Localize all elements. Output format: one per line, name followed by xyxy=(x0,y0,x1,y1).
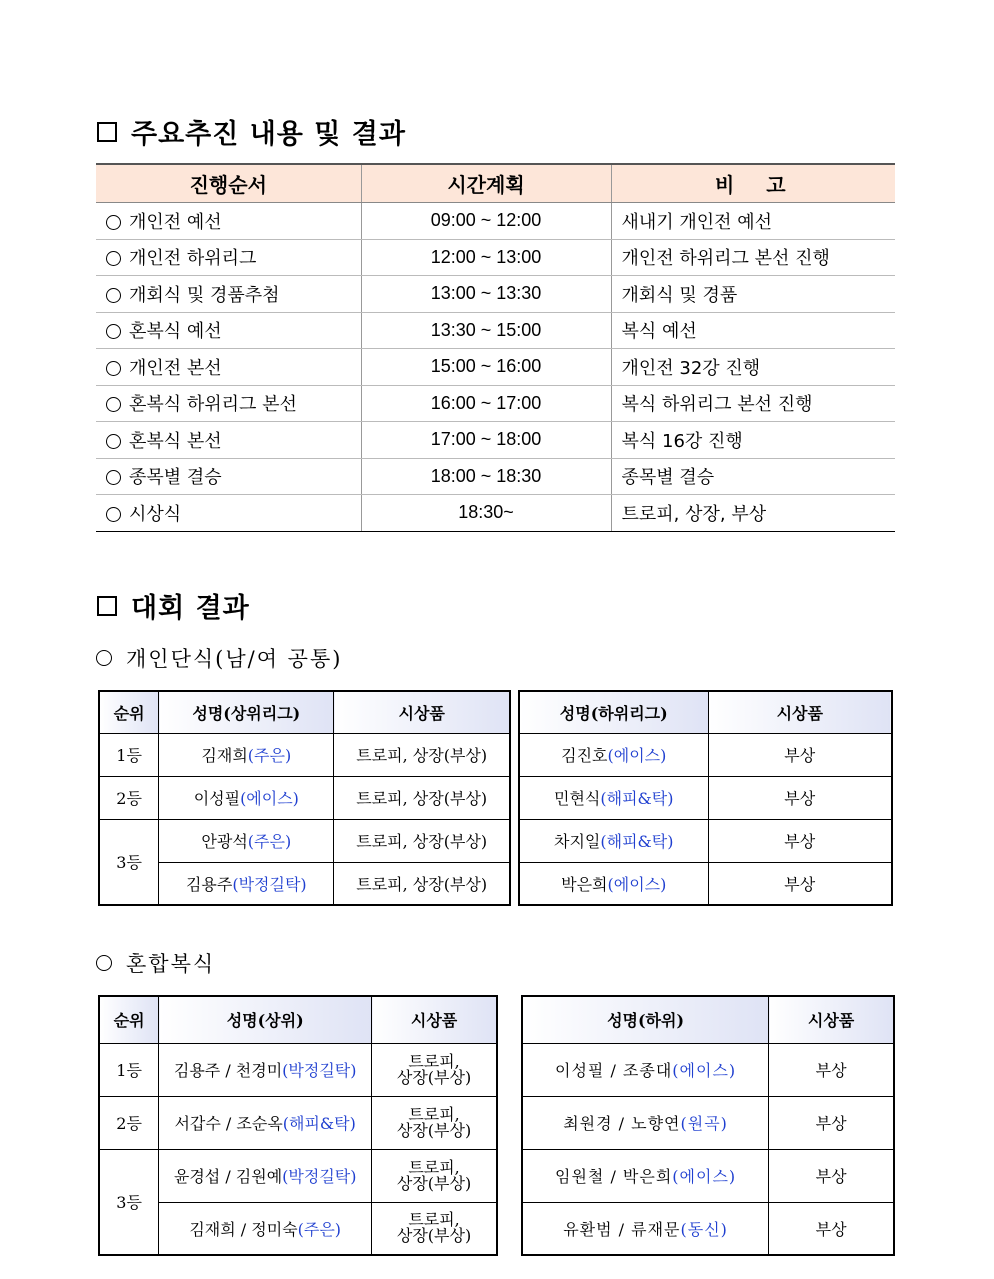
schedule-row xyxy=(96,495,895,532)
schedule-note: 새내기 개인전 예선 xyxy=(611,203,895,240)
doubles-upper-names xyxy=(159,1096,372,1149)
circle-bullet-icon xyxy=(106,251,121,266)
player-name: 민현식 xyxy=(554,789,601,808)
singles-subtitle xyxy=(96,643,342,673)
rank-cell: 1등 xyxy=(99,1043,159,1096)
prize-line2: 상장(부상) xyxy=(396,1226,472,1246)
schedule-header-row xyxy=(96,164,895,203)
prize-cell: 부상 xyxy=(769,1202,894,1255)
prize-cell: 부상 xyxy=(769,1096,894,1149)
table-row xyxy=(519,862,892,905)
schedule-step: 개인전 예선 xyxy=(129,211,222,233)
schedule-time: 18:00 ~ 18:30 xyxy=(361,458,611,495)
team-name: (박정길탁) xyxy=(282,1061,357,1080)
circle-bullet-icon xyxy=(96,650,112,666)
player-name: 최원경 / 노향연 xyxy=(563,1114,681,1133)
player-name: 유환범 / 류재문 xyxy=(563,1219,681,1239)
doubles-lower-header-name: 성명(하위) xyxy=(522,996,769,1043)
singles-upper-name xyxy=(159,862,334,905)
team-name: (주은) xyxy=(247,832,292,851)
doubles-upper-wrap xyxy=(98,995,498,1256)
singles-upper-header-prize: 시상품 xyxy=(334,691,510,733)
circle-bullet-icon xyxy=(106,397,121,412)
section1-title xyxy=(97,112,406,151)
circle-bullet-icon xyxy=(106,324,121,339)
team-name: (박정길탁) xyxy=(282,1167,357,1186)
prize-cell: 부상 xyxy=(708,862,892,905)
prize-cell: 부상 xyxy=(708,819,892,862)
player-name: 서갑수 / 조순옥 xyxy=(174,1114,283,1133)
singles-lower-name xyxy=(519,819,708,862)
prize-cell xyxy=(372,1202,497,1255)
singles-lower-table xyxy=(518,690,893,906)
schedule-time: 17:00 ~ 18:00 xyxy=(361,422,611,459)
circle-bullet-icon xyxy=(106,434,121,449)
schedule-time: 16:00 ~ 17:00 xyxy=(361,385,611,422)
prize-line1: 트로피, xyxy=(408,1051,460,1071)
prize-line2: 상장(부상) xyxy=(396,1120,472,1140)
table-row xyxy=(522,1202,894,1255)
schedule-step: 종목별 결승 xyxy=(129,467,222,489)
team-name: (에이스) xyxy=(672,1167,737,1186)
schedule-header-step: 진행순서 xyxy=(96,164,361,203)
prize-line1: 트로피, xyxy=(408,1104,460,1124)
schedule-table xyxy=(96,163,895,532)
prize-cell: 부상 xyxy=(708,733,892,776)
doubles-upper-names xyxy=(159,1149,372,1202)
player-name: 윤경섭 / 김원예 xyxy=(173,1167,283,1186)
table-row xyxy=(99,1202,497,1255)
schedule-time: 13:00 ~ 13:30 xyxy=(361,276,611,313)
doubles-subtitle-text: 혼합복식 xyxy=(126,952,216,976)
player-name: 김용주 / 천경미 xyxy=(173,1061,283,1080)
prize-cell: 트로피, 상장(부상) xyxy=(334,733,510,776)
singles-upper-table xyxy=(98,690,511,906)
singles-lower-wrap xyxy=(518,690,893,906)
prize-cell xyxy=(372,1043,497,1096)
singles-lower-name xyxy=(519,776,708,819)
team-name: (에이스) xyxy=(240,789,299,808)
player-name: 김재희 xyxy=(201,746,248,765)
singles-upper-name xyxy=(159,819,334,862)
prize-cell: 부상 xyxy=(769,1043,894,1096)
team-name: (원곡) xyxy=(680,1114,728,1133)
schedule-step-cell xyxy=(96,458,361,495)
prize-line2: 상장(부상) xyxy=(396,1173,472,1193)
doubles-lower-header-prize: 시상품 xyxy=(769,996,894,1043)
doubles-lower-names xyxy=(522,1096,769,1149)
circle-bullet-icon xyxy=(106,507,121,522)
rank-cell: 2등 xyxy=(99,1096,159,1149)
schedule-row xyxy=(96,203,895,240)
prize-line1: 트로피, xyxy=(408,1157,460,1177)
schedule-time: 13:30 ~ 15:00 xyxy=(361,312,611,349)
doubles-subtitle xyxy=(96,948,215,978)
schedule-note: 개인전 32강 진행 xyxy=(611,349,895,386)
team-name: (박정길탁) xyxy=(232,874,307,894)
schedule-note: 복식 예선 xyxy=(611,312,895,349)
schedule-step-cell xyxy=(96,349,361,386)
prize-cell: 부상 xyxy=(769,1149,894,1202)
player-name: 이성필 xyxy=(193,789,241,808)
table-row xyxy=(519,819,892,862)
schedule-step-cell xyxy=(96,385,361,422)
schedule-row xyxy=(96,239,895,276)
singles-lower-header-name: 성명(하위리그) xyxy=(519,691,708,733)
doubles-lower-names xyxy=(522,1202,769,1255)
prize-line2: 상장(부상) xyxy=(396,1067,472,1087)
team-name: (주은) xyxy=(297,1219,342,1239)
doubles-upper-header-rank: 순위 xyxy=(99,996,159,1043)
schedule-row xyxy=(96,349,895,386)
table-row xyxy=(519,733,892,776)
rank-cell: 2등 xyxy=(99,776,159,819)
circle-bullet-icon xyxy=(96,955,112,971)
schedule-step: 혼복식 예선 xyxy=(129,321,222,343)
table-row xyxy=(519,776,892,819)
schedule-time: 12:00 ~ 13:00 xyxy=(361,239,611,276)
singles-lower-name xyxy=(519,733,708,776)
doubles-lower-names xyxy=(522,1043,769,1096)
circle-bullet-icon xyxy=(106,288,121,303)
table-row xyxy=(99,1096,497,1149)
prize-cell xyxy=(372,1096,497,1149)
player-name: 이성필 / 조종대 xyxy=(554,1061,673,1080)
player-name: 안광석 xyxy=(201,832,248,851)
team-name: (주은) xyxy=(247,746,292,765)
prize-cell: 트로피, 상장(부상) xyxy=(334,776,510,819)
table-row xyxy=(522,1096,894,1149)
schedule-row xyxy=(96,276,895,313)
player-name: 김재희 / 정미숙 xyxy=(189,1219,298,1239)
schedule-step: 혼복식 하위리그 본선 xyxy=(129,394,297,416)
singles-lower-name xyxy=(519,862,708,905)
doubles-upper-header-name: 성명(상위) xyxy=(159,996,372,1043)
team-name: (에이스) xyxy=(607,874,667,894)
doubles-upper-names xyxy=(159,1202,372,1255)
player-name: 임원철 / 박은희 xyxy=(554,1167,673,1186)
player-name: 김용주 xyxy=(185,874,233,894)
schedule-step: 개인전 하위리그 xyxy=(129,248,257,270)
prize-cell: 트로피, 상장(부상) xyxy=(334,862,510,905)
prize-cell: 트로피, 상장(부상) xyxy=(334,819,510,862)
schedule-step-cell xyxy=(96,312,361,349)
player-name: 박은희 xyxy=(561,874,608,894)
singles-upper-name xyxy=(159,733,334,776)
doubles-upper-header-prize: 시상품 xyxy=(372,996,497,1043)
team-name: (에이스) xyxy=(672,1061,737,1080)
schedule-header-note: 비 고 xyxy=(611,164,895,203)
rank-cell: 3등 xyxy=(99,1149,159,1255)
section2-title-text: 대회 결과 xyxy=(131,593,250,624)
table-row xyxy=(99,776,510,819)
table-row xyxy=(522,1043,894,1096)
schedule-row xyxy=(96,422,895,459)
schedule-step-cell xyxy=(96,203,361,240)
table-row xyxy=(522,1149,894,1202)
section2-title xyxy=(97,586,250,625)
schedule-row xyxy=(96,385,895,422)
schedule-note: 개회식 및 경품 xyxy=(611,276,895,313)
team-name: (에이스) xyxy=(607,746,667,765)
doubles-upper-table xyxy=(98,995,498,1256)
schedule-step-cell xyxy=(96,422,361,459)
doubles-upper-names xyxy=(159,1043,372,1096)
schedule-time: 09:00 ~ 12:00 xyxy=(361,203,611,240)
singles-lower-header-prize: 시상품 xyxy=(708,691,892,733)
table-row xyxy=(99,733,510,776)
circle-bullet-icon xyxy=(106,470,121,485)
schedule-row xyxy=(96,312,895,349)
schedule-step: 개인전 본선 xyxy=(129,357,222,379)
singles-upper-header-name: 성명(상위리그) xyxy=(159,691,334,733)
table-row xyxy=(99,1043,497,1096)
schedule-step-cell xyxy=(96,276,361,313)
checkbox-square-icon xyxy=(97,122,117,142)
schedule-step-cell xyxy=(96,495,361,532)
rank-cell: 1등 xyxy=(99,733,159,776)
table-row xyxy=(99,1149,497,1202)
player-name: 차지일 xyxy=(554,832,601,851)
prize-cell xyxy=(372,1149,497,1202)
table-row xyxy=(99,819,510,862)
singles-upper-wrap xyxy=(98,690,511,906)
section1-title-text: 주요추진 내용 및 결과 xyxy=(131,119,406,150)
singles-upper-header-rank: 순위 xyxy=(99,691,159,733)
schedule-header-time: 시간계획 xyxy=(361,164,611,203)
schedule-note: 개인전 하위리그 본선 진행 xyxy=(611,239,895,276)
team-name: (해피&탁) xyxy=(600,832,674,851)
schedule-note: 복식 하위리그 본선 진행 xyxy=(611,385,895,422)
rank-cell: 3등 xyxy=(99,819,159,905)
prize-line1: 트로피, xyxy=(408,1210,460,1230)
schedule-time: 15:00 ~ 16:00 xyxy=(361,349,611,386)
team-name: (해피&탁) xyxy=(282,1114,356,1133)
schedule-row xyxy=(96,458,895,495)
schedule-step: 시상식 xyxy=(129,503,182,525)
schedule-note: 종목별 결승 xyxy=(611,458,895,495)
circle-bullet-icon xyxy=(106,361,121,376)
team-name: (해피&탁) xyxy=(600,789,674,808)
player-name: 김진호 xyxy=(561,746,608,765)
doubles-lower-names xyxy=(522,1149,769,1202)
schedule-time: 18:30~ xyxy=(361,495,611,532)
table-row xyxy=(99,862,510,905)
schedule-note: 복식 16강 진행 xyxy=(611,422,895,459)
circle-bullet-icon xyxy=(106,215,121,230)
doubles-lower-wrap xyxy=(521,995,895,1256)
singles-subtitle-text: 개인단식(남/여 공통) xyxy=(126,647,343,671)
team-name: (동신) xyxy=(680,1219,728,1239)
schedule-note: 트로피, 상장, 부상 xyxy=(611,495,895,532)
doubles-lower-table xyxy=(521,995,895,1256)
checkbox-square-icon xyxy=(97,596,117,616)
schedule-step: 개회식 및 경품추첨 xyxy=(129,284,280,306)
schedule-step: 혼복식 본선 xyxy=(129,430,222,452)
singles-upper-name xyxy=(159,776,334,819)
schedule-table-wrap xyxy=(96,163,895,532)
prize-cell: 부상 xyxy=(708,776,892,819)
schedule-step-cell xyxy=(96,239,361,276)
